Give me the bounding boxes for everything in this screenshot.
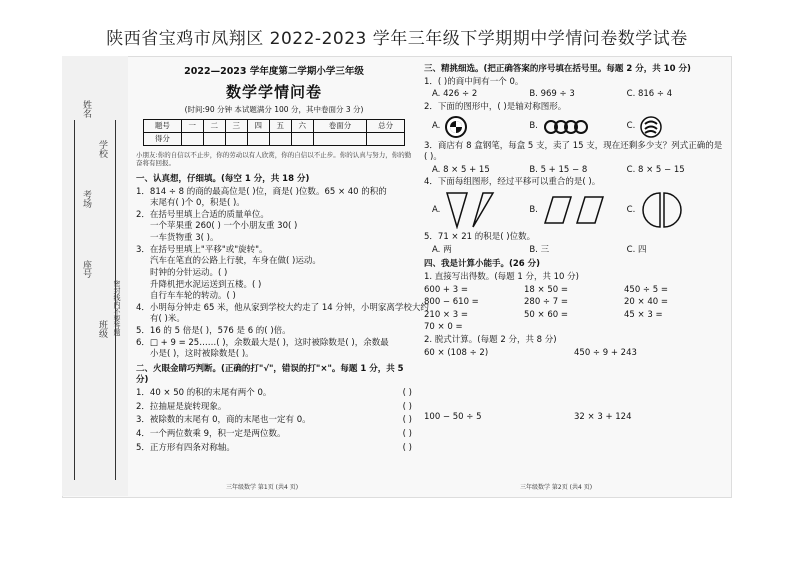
calc-item[interactable]: 210 × 3 = (424, 309, 468, 320)
calc-item[interactable]: 20 × 40 = (624, 297, 668, 308)
judge-blank[interactable]: ( ) (402, 388, 412, 399)
score-cell[interactable] (269, 133, 291, 146)
score-cell[interactable] (247, 133, 269, 146)
choice-2: 2．下面的图形中，( )是轴对称图形。 (424, 101, 567, 112)
option-a[interactable] (432, 116, 529, 138)
judge-blank[interactable]: ( ) (402, 415, 412, 426)
calc-item[interactable]: 600 + 3 = (424, 284, 468, 295)
section-4-title: 四、我是计算小能手。(26 分) (424, 259, 541, 270)
section-2-title: 二、火眼金睛巧判断。(正确的打"√"，错误的打"×"。每题 1 分，共 5 分) (136, 363, 404, 385)
judge-text: 3．被除数的末尾有 0，商的末尾也一定有 0。 (136, 415, 311, 426)
question-6-line-b: 小是( )，这时被除数是( )。 (150, 349, 254, 360)
choice-4-options (424, 191, 724, 229)
binding-label-name: 姓名 (81, 100, 91, 118)
calc-item[interactable]: 45 × 3 = (624, 309, 663, 320)
choice-3-blank[interactable]: ( )。 (424, 152, 442, 163)
score-cell: 卷面分 (313, 120, 366, 133)
bmw-logo-icon (445, 116, 467, 138)
mobile-logo-icon (640, 116, 662, 138)
score-cell: 一 (181, 120, 203, 133)
binding-warning: 密封线内不要答题 (113, 280, 121, 336)
judge-item (136, 388, 412, 399)
left-page (136, 62, 429, 456)
encouragement-note: 小朋友:你的自信以不止步，你的劳动以有人欣赏，你的自信以不止步。你的认真与努力，你的勤奋将有回报。 (136, 151, 412, 168)
score-cell[interactable] (367, 133, 405, 146)
option-label: C. (626, 204, 636, 215)
step-calc-item[interactable]: 450 ÷ 9 + 243 (574, 347, 637, 358)
option-label: B. (529, 121, 538, 132)
calc-item[interactable]: 280 ÷ 7 = (524, 297, 568, 308)
calc-part-2-title: 2. 脱式计算。(每题 2 分，共 8 分) (424, 335, 557, 345)
question-2: 2．在括号里填上合适的质量单位。 (136, 209, 269, 220)
option-c[interactable] (627, 116, 724, 138)
judge-blank[interactable]: ( ) (402, 401, 412, 412)
choice-1: 1．( )的商中间有一个 0。 (424, 76, 524, 87)
judge-item (136, 415, 412, 426)
score-table-score-row (144, 133, 405, 146)
step-calc-item[interactable]: 60 × (108 ÷ 2) (424, 347, 489, 358)
choice-1-options (424, 89, 724, 100)
calc-row (424, 285, 724, 296)
question-6-line-a: 6．□ + 9 = 25……( )，余数最大是( )，这时被除数是( )，余数最 (136, 337, 389, 348)
calc-item[interactable]: 70 × 0 = (424, 322, 463, 333)
choice-2-options (424, 116, 724, 138)
binding-label-seat: 座号 (81, 260, 91, 278)
score-cell: 四 (247, 120, 269, 133)
score-cell: 二 (203, 120, 225, 133)
option-b[interactable]: B. 969 ÷ 3 (529, 89, 575, 100)
question-3-line-b: 时钟的分针运动。( ) (150, 267, 228, 278)
section-3-title: 三、精挑细选。(把正确答案的序号填在括号里。每题 2 分，共 10 分) (424, 64, 691, 74)
step-calc-row (424, 412, 724, 423)
option-c[interactable] (627, 191, 724, 229)
judge-text: 2．拉抽屉是旋转现象。 (136, 401, 227, 412)
score-table (143, 119, 405, 146)
question-5: 5．16 的 5 倍是( )，576 是 6 的( )倍。 (136, 326, 291, 336)
question-2-line-a: 一个苹果重 260( ) 一个小朋友重 30( ) (150, 221, 298, 232)
semicircles-figure-icon (640, 191, 684, 229)
score-cell: 总分 (367, 120, 405, 133)
score-cell: 题号 (144, 120, 182, 133)
calc-part-1-title: 1. 直接写出得数。(每题 1 分，共 10 分) (424, 271, 579, 282)
judge-blank[interactable]: ( ) (402, 429, 412, 439)
option-a[interactable]: A. 8 × 5 + 15 (432, 164, 490, 175)
question-1-line-a: 1．814 ÷ 8 的商的最高位是( )位，商是( )位数。65 × 40 的积的 (136, 186, 387, 197)
step-calc-item[interactable]: 100 − 50 ÷ 5 (424, 411, 482, 422)
choice-4: 4．下面每组图形，经过平移可以重合的是( )。 (424, 177, 601, 188)
seal-line (74, 120, 116, 480)
option-b[interactable]: B. 5 + 15 − 8 (529, 164, 588, 175)
option-a[interactable]: A. 两 (432, 244, 452, 255)
score-cell: 得分 (144, 133, 182, 146)
exam-time-note: (时间:90 分钟 本试题满分 100 分，其中卷面分 3 分) (184, 104, 364, 114)
left-page-footer: 三年级数学 第1页 (共4 页) (226, 484, 299, 491)
score-cell[interactable] (181, 133, 203, 146)
option-label: B. (529, 204, 538, 215)
option-c[interactable]: C. 816 ÷ 4 (626, 89, 673, 100)
judge-text: 1．40 × 50 的积的末尾有两个 0。 (136, 388, 272, 399)
option-b[interactable] (529, 195, 626, 225)
score-cell[interactable] (225, 133, 247, 146)
choice-5-options (424, 245, 724, 256)
choice-5: 5．71 × 21 的积是( )位数。 (424, 232, 536, 242)
document-title: 陕西省宝鸡市凤翔区 2022-2023 学年三年级下学期期中学情问卷数学试卷 (106, 29, 688, 49)
score-cell[interactable] (291, 133, 313, 146)
judge-item (136, 443, 412, 454)
question-3-line-c: 升降机把水泥运送到五楼。( ) (150, 279, 262, 290)
question-3-line-a: 汽车在笔直的公路上行驶，车身在做( )运动。 (150, 256, 321, 267)
score-table-header-row (144, 120, 405, 133)
calc-row (424, 297, 724, 308)
step-calc-item[interactable]: 32 × 3 + 124 (574, 411, 632, 422)
score-cell[interactable] (313, 133, 366, 146)
question-3: 3．在括号里填上"平移"或"旋转"。 (136, 244, 268, 255)
judge-text: 5．正方形有四条对称轴。 (136, 442, 235, 453)
question-4-line-b: 有( )米。 (150, 314, 185, 325)
calc-item[interactable]: 18 × 50 = (524, 284, 568, 295)
option-label: A. (432, 204, 441, 215)
judge-item (136, 402, 412, 413)
choice-3-options (424, 165, 724, 176)
binding-label-room: 考场 (81, 190, 91, 208)
step-calc-row (424, 348, 724, 410)
question-4-line-a: 4．小明每分钟走 65 米，他从家到学校大约走了 14 分钟，小明家离学校大约 (136, 302, 429, 313)
calc-row (424, 322, 724, 333)
section-1-title: 一、认真想，仔细填。(每空 1 分，共 18 分) (136, 173, 310, 184)
option-a[interactable]: A. 426 ÷ 2 (432, 89, 478, 100)
choice-3: 3．商店有 8 盒钢笔，每盒 5 支，卖了 15 支，现在还剩多少支？列式正确的是 (424, 140, 723, 151)
parallelograms-figure-icon (543, 195, 605, 225)
option-c[interactable]: C. 8 × 5 − 15 (626, 164, 685, 175)
option-b[interactable]: B. 三 (529, 244, 550, 255)
right-page-footer: 三年级数学 第2页 (共4 页) (520, 484, 593, 491)
exam-title: 数学学情问卷 (225, 82, 322, 101)
option-b[interactable] (529, 119, 626, 135)
judge-text: 4．一个两位数乘 9，积一定是两位数。 (136, 429, 286, 439)
calc-item[interactable]: 800 − 610 = (424, 297, 479, 308)
right-page (424, 62, 724, 424)
calc-row (424, 310, 724, 321)
calc-item[interactable]: 450 ÷ 5 = (624, 284, 668, 295)
score-cell[interactable] (203, 133, 225, 146)
calc-item[interactable]: 50 × 60 = (524, 309, 568, 320)
score-cell: 三 (225, 120, 247, 133)
exam-year-heading: 2022—2023 学年度第二学期小学三年级 (184, 66, 364, 77)
question-1-line-b: 末尾有( )个 0，积是( )。 (150, 198, 245, 209)
question-3-line-d: 自行车车轮的转动。( ) (150, 291, 236, 302)
binding-label-school: 学校 (97, 140, 107, 158)
score-cell: 六 (291, 120, 313, 133)
judge-item (136, 429, 412, 440)
question-2-line-b: 一车货物重 3( )。 (150, 233, 219, 243)
option-label: C. (626, 121, 636, 132)
triangles-figure-icon (445, 191, 495, 229)
binding-label-class: 班级 (97, 320, 107, 338)
judge-blank[interactable]: ( ) (402, 442, 412, 453)
option-a[interactable] (432, 191, 529, 229)
four-rings-logo-icon (543, 119, 589, 135)
option-c[interactable]: C. 四 (626, 244, 647, 255)
option-label: A. (432, 121, 441, 132)
score-cell: 五 (269, 120, 291, 133)
